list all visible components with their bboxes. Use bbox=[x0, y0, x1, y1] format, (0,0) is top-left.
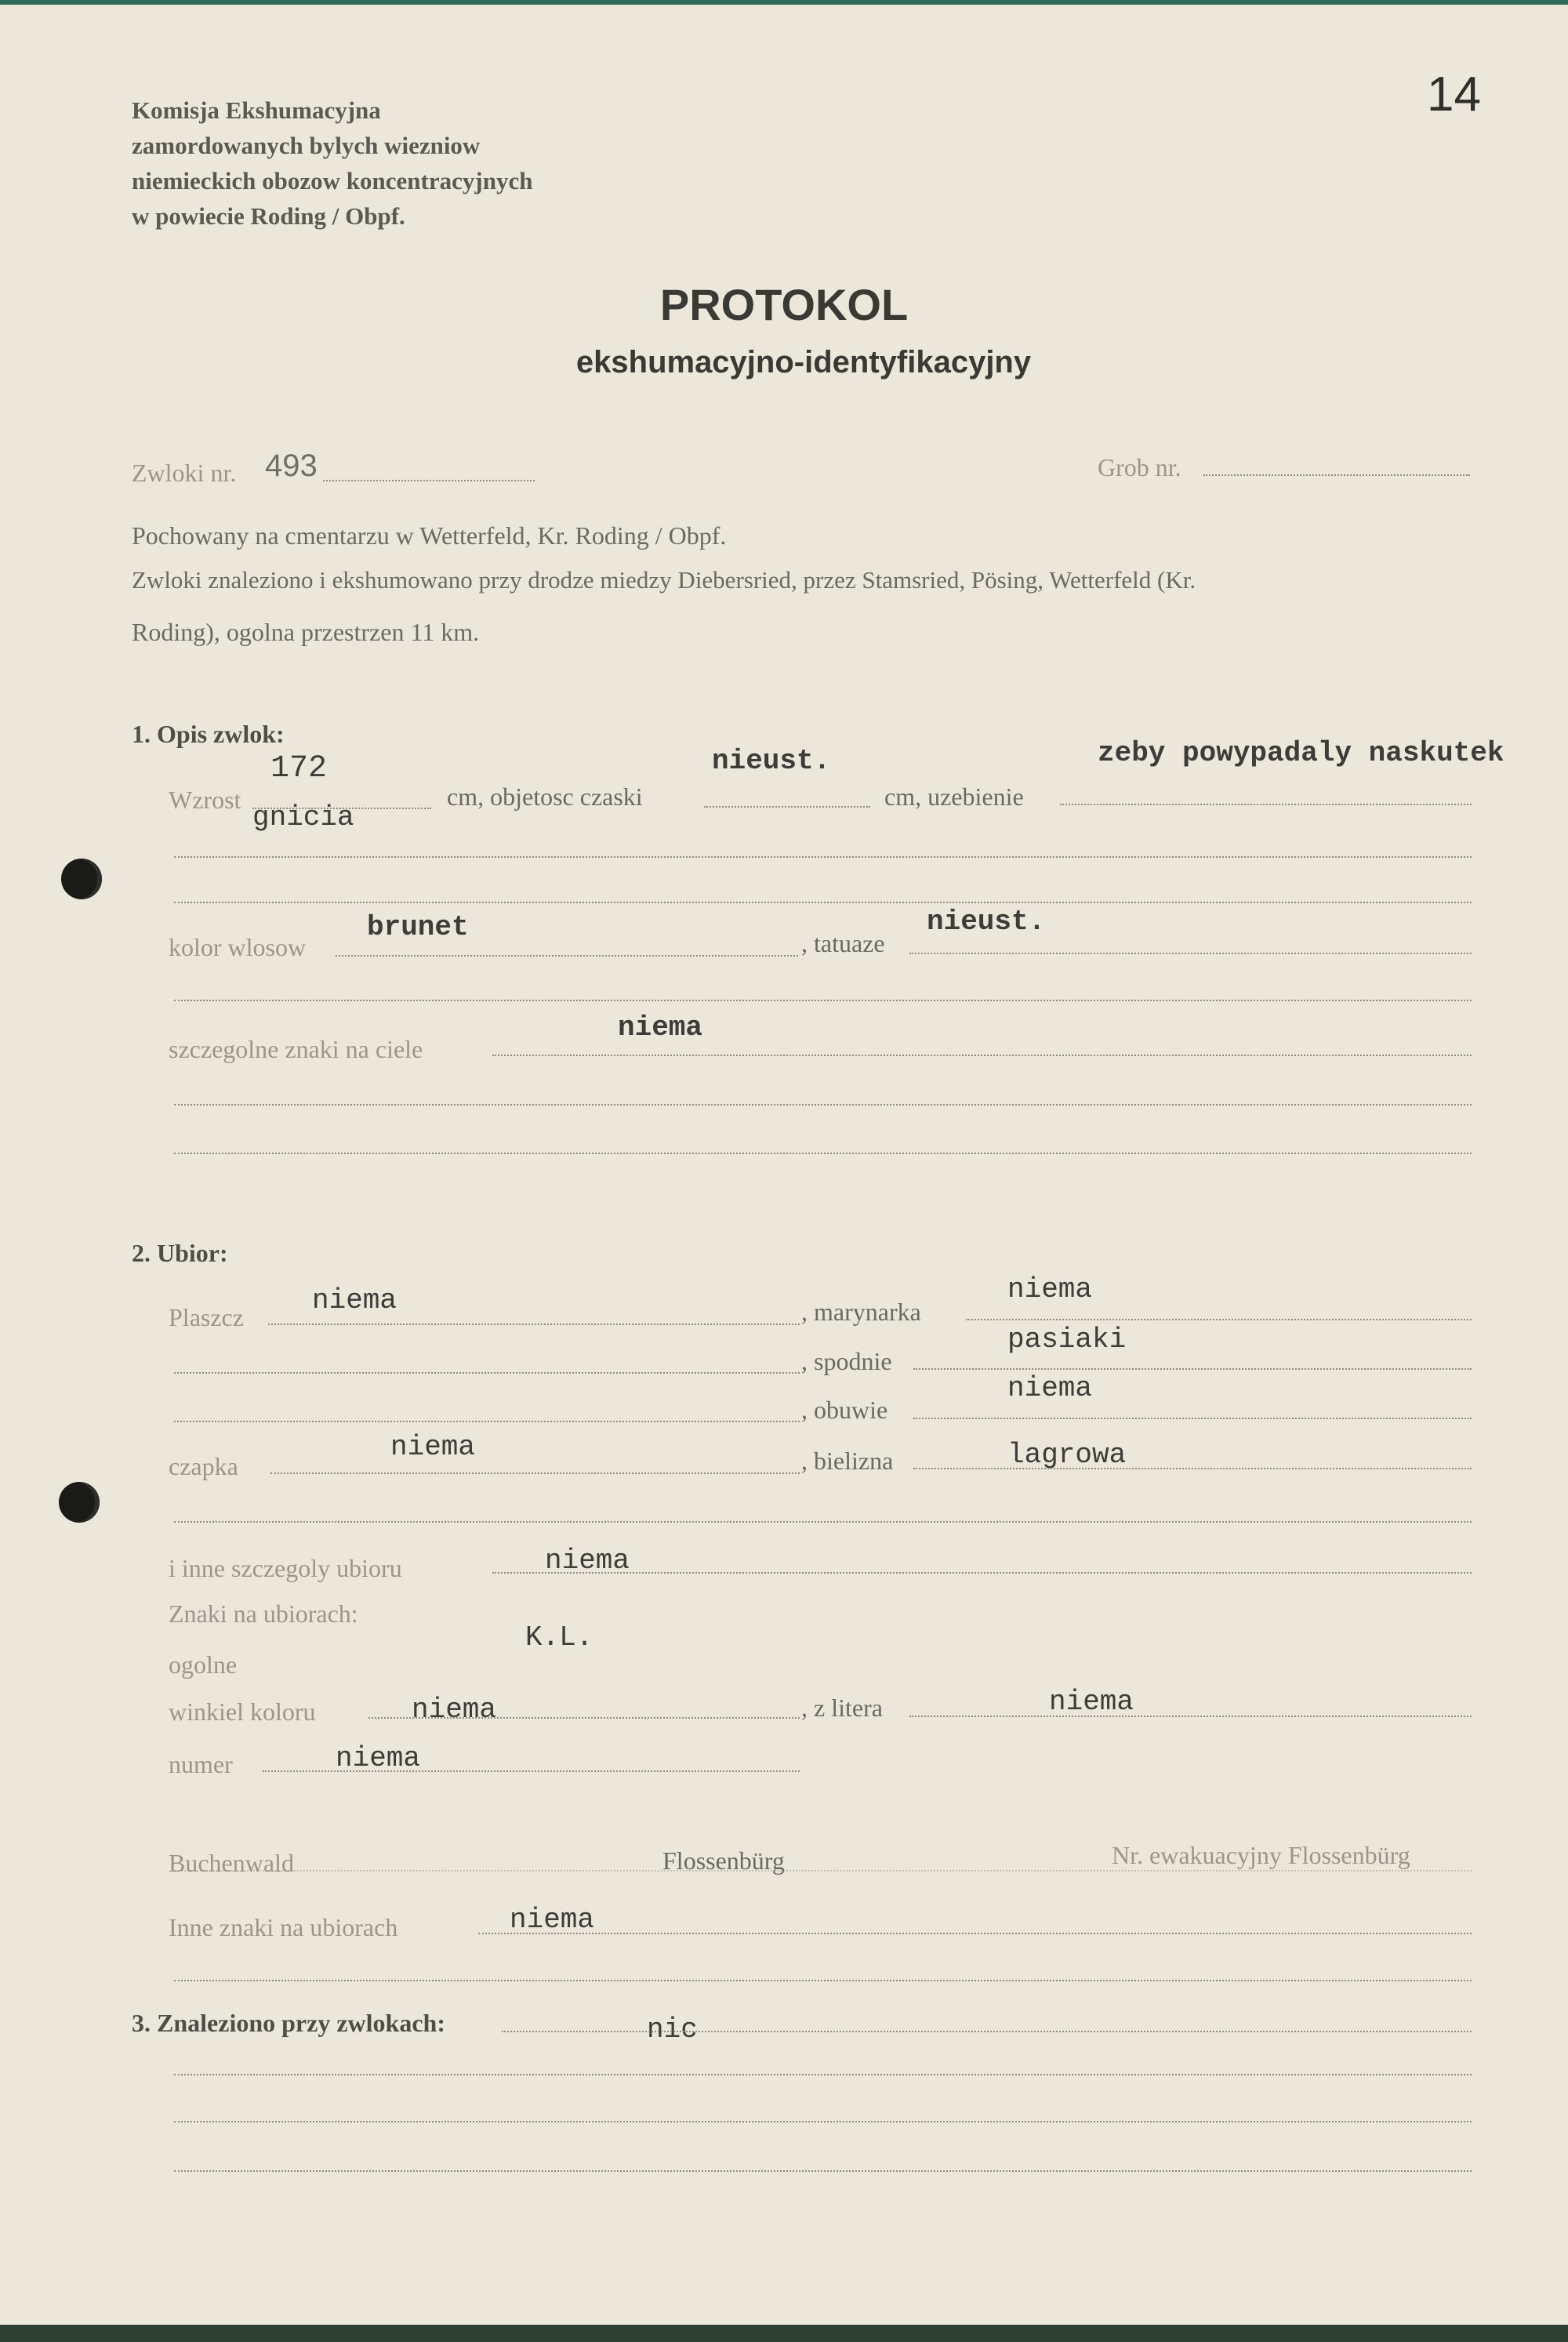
numer-line bbox=[263, 1770, 800, 1772]
opis-line-6 bbox=[174, 1153, 1472, 1154]
buchenwald-line bbox=[174, 1870, 1472, 1872]
spodnie-line bbox=[913, 1368, 1472, 1370]
flossenburg-label: Flossenbürg bbox=[662, 1846, 785, 1875]
zwloki-label: Zwloki nr. bbox=[132, 459, 237, 487]
inne-szczegoly-label: i inne szczegoly ubioru bbox=[169, 1554, 402, 1582]
bielizna-line bbox=[913, 1468, 1472, 1469]
ubior-line-3 bbox=[174, 1421, 800, 1422]
obuwie-label: , obuwie bbox=[801, 1396, 888, 1424]
uzebienie-line bbox=[1060, 804, 1472, 805]
czapka-value: niema bbox=[390, 1431, 476, 1463]
plaszcz-value: niema bbox=[312, 1284, 397, 1316]
kolor-wlosow-value: brunet bbox=[367, 911, 469, 943]
page-number: 14 bbox=[1427, 67, 1481, 122]
marynarka-label: , marynarka bbox=[801, 1298, 921, 1326]
znaleziono-value: nic bbox=[647, 2013, 698, 2046]
ogolne-value: K.L. bbox=[525, 1621, 593, 1654]
czapka-label: czapka bbox=[169, 1452, 238, 1480]
header-line-1: Komisja Ekshumacyjna bbox=[132, 96, 381, 124]
uzebienie-label: cm, uzebienie bbox=[884, 782, 1024, 811]
winkiel-value: niema bbox=[412, 1694, 497, 1726]
opis-line-2 bbox=[174, 856, 1472, 858]
tatuaze-value: nieust. bbox=[927, 906, 1046, 938]
spodnie-value: pasiaki bbox=[1007, 1324, 1127, 1356]
kolor-wlosow-line bbox=[336, 955, 798, 957]
opis-line-5 bbox=[174, 1104, 1472, 1106]
inne-znaki-line bbox=[478, 1933, 1472, 1934]
grob-label: Grob nr. bbox=[1098, 453, 1181, 481]
zwloki-line bbox=[323, 480, 535, 481]
znaleziono-line-2 bbox=[174, 2074, 1472, 2075]
znaleziono-line-4 bbox=[174, 2170, 1472, 2172]
marynarka-value: niema bbox=[1007, 1273, 1093, 1305]
znaleziono-text-1: Zwloki znaleziono i ekshumowano przy drodze miedzy Diebersried, przez Stamsried, Pösing, Wetterfeld (Kr. bbox=[132, 566, 1196, 594]
winkiel-line bbox=[368, 1717, 800, 1719]
inne-znaki-label: Inne znaki na ubiorach bbox=[169, 1913, 398, 1941]
ubior-line-2 bbox=[174, 1372, 800, 1374]
document-title: PROTOKOL bbox=[659, 280, 909, 329]
inne-szczegoly-value: niema bbox=[545, 1545, 630, 1577]
header-line-3: niemieckich obozow koncentracyjnych bbox=[132, 167, 533, 194]
numer-label: numer bbox=[169, 1750, 233, 1778]
z-litera-value: niema bbox=[1049, 1686, 1134, 1718]
ubior-line-5 bbox=[174, 1980, 1472, 1981]
znaki-na-ciele-value: niema bbox=[618, 1011, 703, 1044]
z-litera-label: , z litera bbox=[801, 1694, 883, 1722]
pochowany-text: Pochowany na cmentarzu w Wetterfeld, Kr. Roding / Obpf. bbox=[132, 521, 727, 550]
header-line-4: w powiecie Roding / Obpf. bbox=[132, 202, 405, 230]
wzrost-value: 172 bbox=[270, 751, 328, 786]
tatuaze-line bbox=[909, 953, 1472, 954]
header-line-2: zamordowanych bylych wiezniow bbox=[132, 132, 481, 159]
bielizna-label: , bielizna bbox=[801, 1447, 894, 1475]
znaleziono-line-3 bbox=[174, 2121, 1472, 2122]
section-3-heading: 3. Znaleziono przy zwlokach: bbox=[132, 2009, 445, 2037]
opis-line-4 bbox=[174, 1000, 1472, 1001]
uzebienie-value-2: gnicia bbox=[252, 801, 354, 833]
plaszcz-label: Plaszcz bbox=[169, 1303, 244, 1331]
znaki-na-ciele-label: szczegolne znaki na ciele bbox=[169, 1035, 423, 1063]
grob-line bbox=[1203, 474, 1470, 476]
obuwie-value: niema bbox=[1007, 1372, 1093, 1404]
bielizna-value: lagrowa bbox=[1007, 1439, 1127, 1471]
znaki-na-ciele-line bbox=[492, 1055, 1472, 1056]
znaki-na-ubiorach-label: Znaki na ubiorach: bbox=[169, 1599, 358, 1628]
czaski-label: cm, objetosc czaski bbox=[447, 782, 643, 811]
section-2-heading: 2. Ubior: bbox=[132, 1239, 228, 1267]
ogolne-label: ogolne bbox=[169, 1650, 238, 1679]
document-subtitle: ekshumacyjno-identyfikacyjny bbox=[575, 345, 1032, 379]
punch-hole-top bbox=[61, 859, 102, 899]
marynarka-line bbox=[966, 1319, 1472, 1320]
numer-value: niema bbox=[336, 1742, 421, 1774]
kolor-wlosow-label: kolor wlosow bbox=[169, 933, 307, 961]
opis-line-3 bbox=[174, 902, 1472, 903]
spodnie-label: , spodnie bbox=[801, 1347, 892, 1375]
plaszcz-line bbox=[268, 1324, 800, 1325]
inne-szczegoly-line bbox=[492, 1572, 1472, 1574]
czapka-line bbox=[270, 1472, 800, 1474]
scan-edge-top bbox=[0, 0, 1568, 5]
nr-ewakuacyjny-label: Nr. ewakuacyjny Flossenbürg bbox=[1112, 1841, 1410, 1869]
section-1-heading: 1. Opis zwlok: bbox=[132, 720, 285, 748]
scan-edge-bottom bbox=[0, 2325, 1568, 2342]
uzebienie-value: zeby powypadaly naskutek bbox=[1098, 737, 1504, 769]
inne-znaki-value: niema bbox=[510, 1904, 595, 1936]
punch-hole-bottom bbox=[59, 1482, 100, 1523]
ubior-line-4 bbox=[174, 1521, 1472, 1523]
buchenwald-label: Buchenwald bbox=[169, 1849, 294, 1877]
wzrost-label: Wzrost bbox=[169, 786, 241, 814]
czaski-value: nieust. bbox=[712, 745, 831, 777]
czaski-line bbox=[704, 806, 870, 808]
tatuaze-label: , tatuaze bbox=[801, 929, 885, 957]
winkiel-label: winkiel koloru bbox=[169, 1697, 316, 1726]
znaleziono-text-2: Roding), ogolna przestrzen 11 km. bbox=[132, 618, 480, 646]
zwloki-number: 493 bbox=[265, 448, 318, 483]
obuwie-line bbox=[913, 1418, 1472, 1419]
z-litera-line bbox=[909, 1716, 1472, 1717]
znaleziono-line bbox=[502, 2031, 1472, 2032]
